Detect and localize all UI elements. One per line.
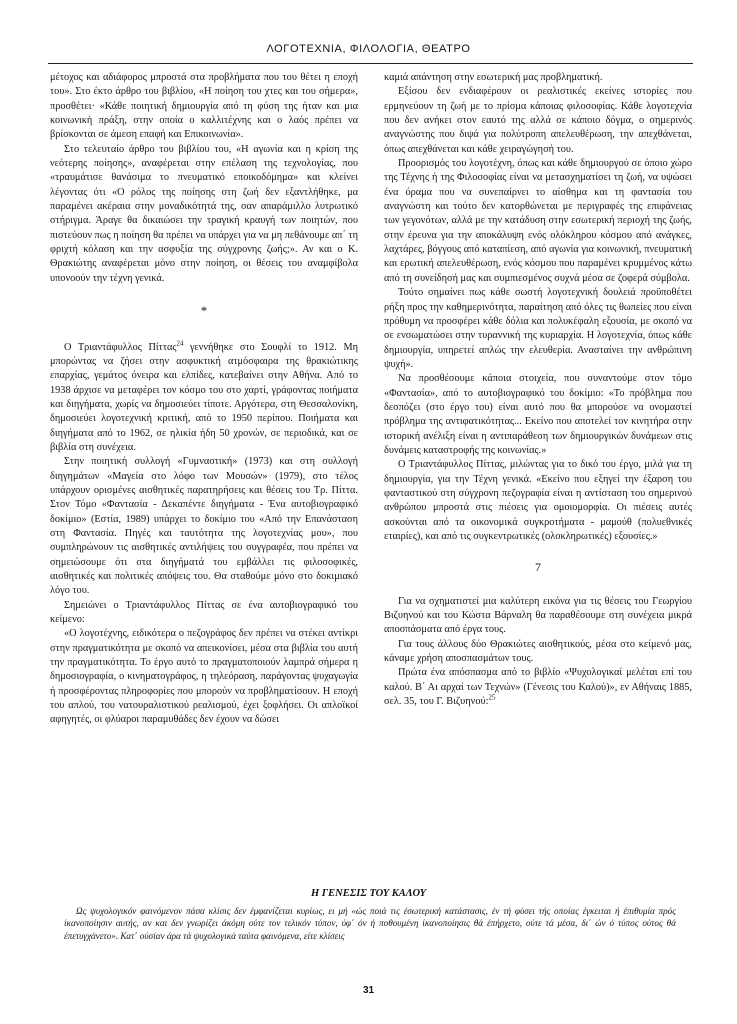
right-paragraph-9 (384, 666, 692, 709)
left-paragraph-6: «Ο λογοτέχνης, ειδικότερα ο πεζογράφος δεν πρέπει να στέκει αντίκρι στην πραγματικότητα με σκοπό να απεικονίσει, μέσα στα βιβλία του αυτή την πραγματικότητα. Το έργο αυτό το πραγματοποιούν λαμπρά σήμερα η δημοσιογραφία, ο κινηματογράφος, η τηλεόραση, παράγοντας ψυχαγωγία ή προσφέροντας πληροφορίες που μπορούν να προβληματίσουν. Η εποχή του απλού, του νατουραλιστικού ρεαλισμού, έχει ξοφλήσει. Οι απλοϊκοί αφηγητές, οι φλύαροι παραμυθάδες δεν έχουν να δώσει (50, 628, 358, 726)
extract-text-block (64, 905, 676, 942)
extract-paragraph: Ως ψυχολογικόν φαινόμενον πάσα κλίσις δεν έμφανίζεται κυρίως, ει μή «ώς ποιά τις έσωτερική κατάστασις, έν τή φύσει τής οποίας έγκειται ή έπιθυμία πρός ίκανοποίησιν αυτής, αν και δεν γνωρίζει άκόμη ούτε τον τελικόν τύπον, ύφ΄ όν ή ποθουμένη ίκανοποίησις θά έπήρχετο, ούτε τά μέσα, δι΄ ών ό τύπος ούτος θά έπετυγχάνετο». Κατ΄ ούσίαν άρα τά ψυχολογικά ταύτα φαινόμενα, είτε κλίσεις (64, 906, 676, 941)
right-paragraph-6: Ο Τριαντάφυλλος Πίττας, μιλώντας για το δικό του έργο, μιλά για τη δημιουργία, για την Τέχνη γενικά. «Εκείνο που εξηγεί την έξαρση του φανταστικού στη σύγχρονη πεζογραφία είναι η αντίσταση του σημερινού ανθρώπου μπροστά στις πιέσεις για ομοιομορφία. Οι πιέσεις αυτές ασκούνται από τα οικονομικά συγκροτήματα - μαμούθ (πολυεθνικές εταιρίες), και από τις συγκεντρωτικές (ολοκληρωτικές) εξουσίες.» (384, 459, 692, 542)
right-paragraph-2: Εξίσου δεν ενδιαφέρουν οι ρεαλιστικές εκείνες ιστορίες που ερμηνεύουν τη ζωή με το πρίσμα κάποιας φιλοσοφίας. Κάθε λογοτεχνία που δεν ανήκει στον εαυτό της αλλά σε κάποιο δόγμα, ο σημερινός αναγνώστης που διψά για πολύτροπη απελευθέρωση, την απεχθάνεται, όπως απεχθάνεται και κάθε χειραγώγησή του. (384, 86, 692, 155)
header-rule (48, 63, 693, 64)
section-divider-star: * (200, 303, 208, 319)
right-column (384, 71, 692, 709)
pittas-intro-rest: γεννήθηκε στο Σουφλί το 1912. Μη μπορώντας να ζήσει στην ασφυκτική ατμόσφαιρα της θρακιώτικης επαρχίας, γεμάτος όνειρα και ελπίδες, κατεβαίνει στην Αθήνα. Από το 1938 άρχισε να μεταφέρει τον κόσμο του στο χαρτί, γράφοντας ποιήματα και διηγήματα, χωρίς να δημοσιεύει τίποτε. Αργότερα, στη Θεσσαλονίκη, δημοσιεύει λογοτεχνική κριτική, από το 1950 περίπου. Ποιήματα και διηγήματα από το 1962, σε ηλικία ήδη 50 χρονών, σε περιοδικά, και σε βιβλία στη συνέχεια. (50, 341, 359, 453)
right-paragraph-7: Για να σχηματιστεί μια καλύτερη εικόνα για τις θέσεις του Γεωργίου Βιζυηνού και του Κώστα Βάρναλη θα παραθέσουμε στη συνέχεια μικρά αποσπάσματα από έργα τους. (384, 595, 692, 636)
pittas-intro-start: Ο Τριαντάφυλλος Πίττας (64, 341, 177, 353)
running-title: ΛΟΓΟΤΕΧΝΙΑ, ΦΙΛΟΛΟΓΙΑ, ΘΕΑΤΡΟ (266, 43, 471, 55)
pittas-intro-paragraph (50, 341, 358, 456)
right-paragraph-3: Προορισμός του λογοτέχνη, όπως και κάθε δημιουργού σε όποιο χώρο της Τέχνης ή της Φιλοσοφίας είναι να μετασχηματίσει τη ζωή, να υψώσει ένα όραμα που να συνεπαίρνει το αίσθημα και τη φαντασία του αναγνώστη και τούτο δεν κατορθώνεται με περιγραφές της επιφάνειας των γεγονότων, αλλά με την κατάδυση στην εσωτερική περιοχή της ζωής, στην έρευνα για την αποκάλυψη ενός ολόκληρου κόσμου από ανάγκες, λαχτάρες, βόγγους από καταπίεση, από αγωνία για κοινωνική, πνευματική και ερωτική απελευθέρωση, ενός κόσμου που παραμένει κρυμμένος κάτω από τη συνείδησή μας και συμπιεσμένος συχνά μέσα σε ζοφερά σύμβολα. (384, 158, 692, 284)
right-paragraph-1: καμιά απάντηση στην εσωτερική μας προβληματική. (384, 72, 603, 83)
vizyinos-intro-text: Πρώτα ένα απόσπασμα από το βιβλίο «Ψυχολογικαί μελέται επί του καλού. Β΄ Αι αρχαί των Τεχνών» (Γένεσις του Καλού)», εν Αθήναις 1885, σελ. 35, του Γ. Βιζυηνού: (384, 667, 692, 708)
footnote-ref-25: 25 (488, 693, 496, 702)
footnote-ref-24: 24 (176, 339, 184, 348)
right-paragraph-8: Για τους άλλους δύο Θρακιώτες αισθητικούς, μέσα στο κείμενό μας, κάναμε χρήση αποσπασμάτων τους. (384, 638, 692, 665)
section-number: 7 (535, 560, 541, 575)
page-number: 31 (362, 985, 375, 996)
right-paragraph-5: Να προσθέσουμε κάποια στοιχεία, που συναντούμε στον τόμο «Φαντασία», από το αυτοβιογραφικό του δοκίμιο: «Το πρόβλημα που δεσπόζει (στο έργο του) είναι αυτό που θα μπορούσε να ονομαστεί πρόβλημα της αντιφατικότητας... Εκείνο που αποτελεί τον κινητήρα στην ιστορική ανέλιξη είναι η αντιπαράθεση των δημιουργικών δυνάμεων στις δυνάμεις καταστροφής της κοινωνίας.» (384, 373, 692, 456)
right-paragraph-4: Τούτο σημαίνει πως κάθε σωστή λογοτεχνική δουλειά προϋποθέτει ρήξη προς την καθημερινότητα, παραίτηση από όλες τις θωπείες που είναι πρόθυμη να προσφέρει κάθε δόλια και πολυκέφαλη εξουσία, με σκοπό να σε ενσωματώσει στην τυραννική της κυριαρχία. Η λογοτεχνία, όπως κάθε δημιουργία, υπηρετεί απλώς την ελευθερία. Ανασταίνει την ανθρώπινη ψυχή». (384, 287, 692, 370)
left-column (50, 71, 358, 728)
left-paragraph-4: Στην ποιητική συλλογή «Γυμναστική» (1973) και στη συλλογή διηγημάτων «Μαγεία στο λόφο των Μουσών» (1979), στο τέλος υπάρχουν ορισμένες αισθητικές παρατηρήσεις και θέσεις του Τρ. Πίττα. Στον Τόμο «Φαντασία - Δεκαπέντε διηγήματα - Ένα αυτοβιογραφικό δοκίμιο» (Εστία, 1989) υπάρχει το δοκίμιο του «Από την Επανάσταση στη Φαντασία. Πηγές και ταυτότητα της λογοτεχνίας μου», που συμπληρώνουν τις αισθητικές αντιλήψεις του συγγραφέα, που πρέπει να σημειώσουμε ότι στα διηγήματά του εμβάλλει τις φιλοσοφικές, αισθητικές και πολιτικές απόψεις του. Θα σταθούμε μόνο στο δοκιμιακό λόγο του. (50, 456, 358, 597)
left-paragraph-2: Στο τελευταίο άρθρο του βιβλίου του, «Η αγωνία και η κρίση της νεότερης ποίησης», αναφέρεται στην επέλαση της τεχνολογίας, που «τραυμάτισε θανάσιμα το πνευματικό εποικοδόμημα» και κλείνει λέγοντας ότι «Ο ρόλος της ποίησης στη ζωή δεν εξαντλήθηκε, μα παραμένει ακέραια στην μοναδικότητά της, σαν απαράμιλλο λυτρωτικό στήριγμα. Άραγε θα δικαιώσει την τραγική κραυγή των ποιητών, που πιστεύουν πως η ποίηση θα πρέπει να υπάρχει για να μη πεθάνουμε απ΄ τη φριχτή κόλαση και την ασφυξία της σύγχρονης ζωής;». Αν και ο Κ. Θρακιώτης αναφέρεται μόνο στην ποίηση, οι θέσεις του αναμφίβολα υπονοούν την τέχνη γενικά. (50, 143, 358, 284)
left-paragraph-5: Σημειώνει ο Τριαντάφυλλος Πίττας σε ένα αυτοβιογραφικό του κείμενο: (50, 599, 358, 626)
extract-title: Η ΓΕΝΕΣΙΣ ΤΟΥ ΚΑΛΟΥ (311, 888, 426, 899)
left-paragraph-1: μέτοχος και αδιάφορος μπροστά στα προβλήματα που του θέτει η εποχή του». Στο έκτο άρθρο του βιβλίου, «Η ποίηση του χτες και του σήμερα», προσθέτει· «Κάθε ποιητική δημιουργία από τη φύση της ήταν και μια κοινωνική πράξη, στην οποία ο καλλιτέχνης και ο λαός πρέπει να βρίσκονται σε άμεση επαφή και Επικοινωνία». (50, 72, 358, 141)
